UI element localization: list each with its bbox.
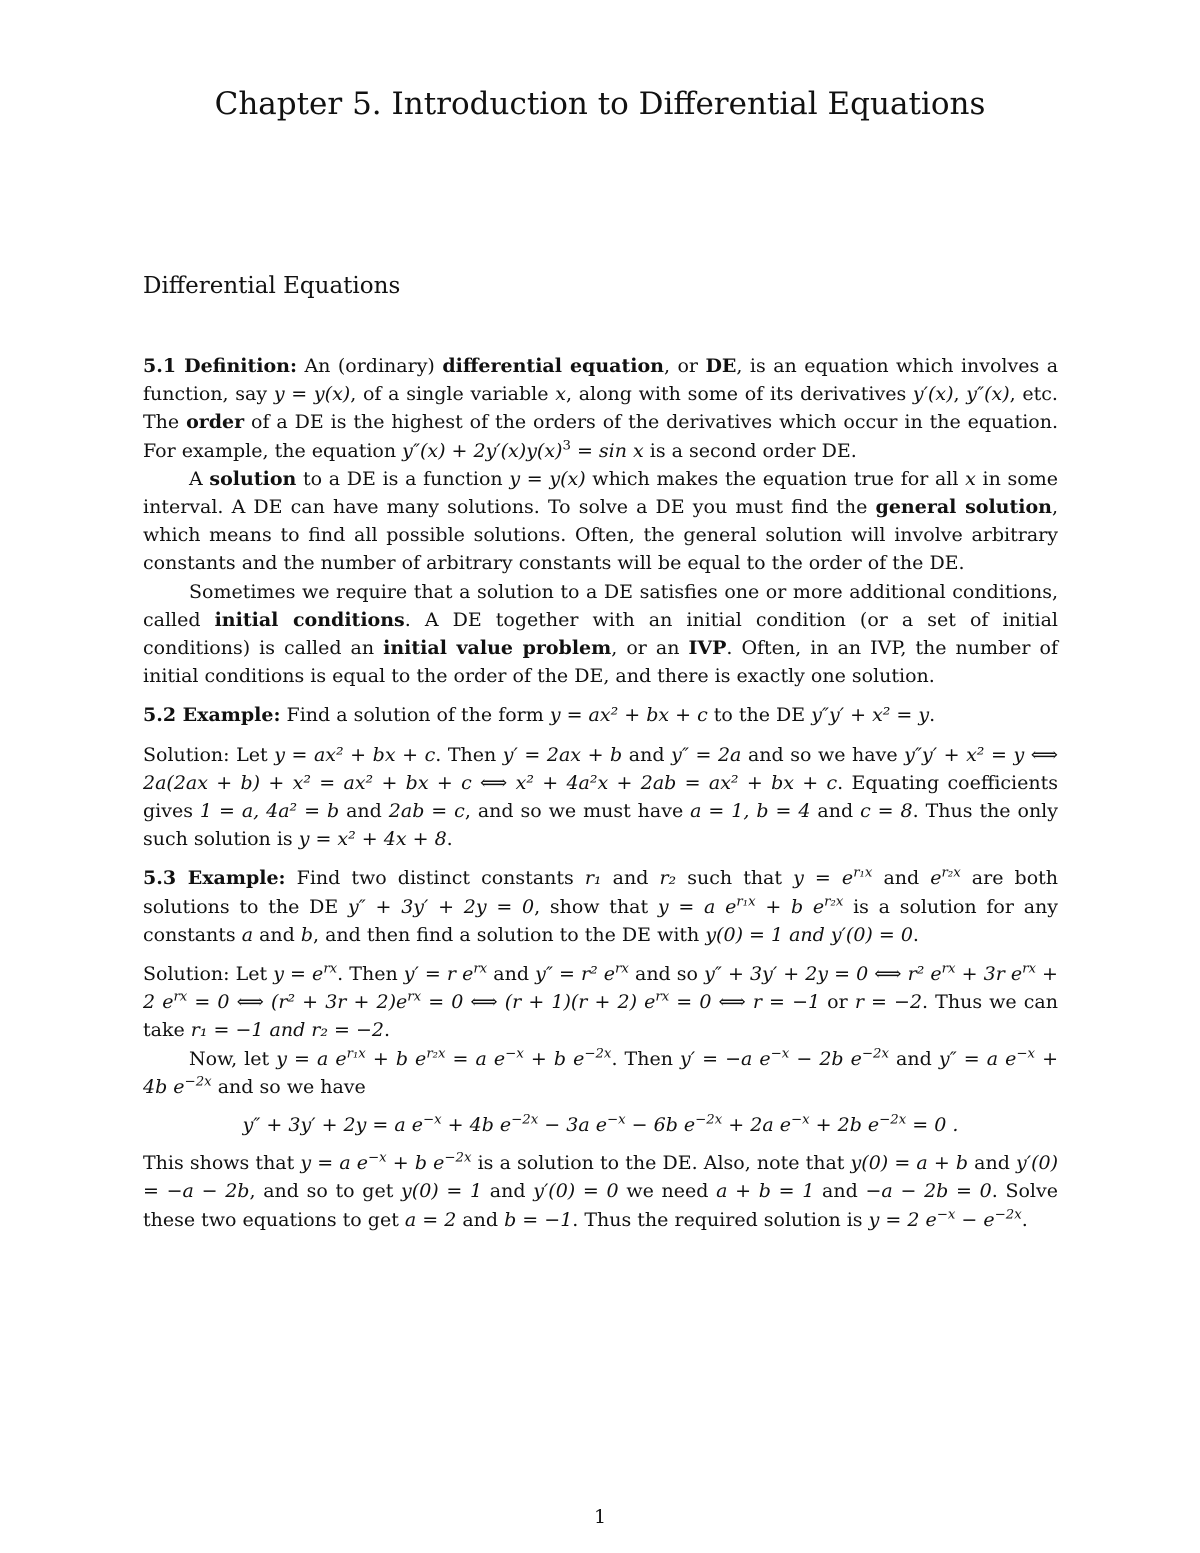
math-inline: y = y(x) [509,467,586,490]
text-run: and [810,800,861,823]
text-run: and [968,1152,1017,1175]
definition-label: 5.1 Definition: [143,355,297,377]
math-inline: y(0) = 1 and y′(0) = 0 [705,923,913,946]
text-run: and [482,1180,534,1203]
solution-5-2-paragraph [143,741,1058,854]
math-inline: y = ax² + bx + c [549,704,708,727]
text-run: , etc. The [143,383,1058,434]
math-display: y″ + 3y′ + 2y = a $e^{-x} + 4b$ $e^{-2x} - 3a$ $e^{-x} - 6b$ $e^{-2x} + 2a$ $e^{-x} + 2b$ $e^{-2x} = 0$ . [242,1112,959,1137]
math-exponent: 3 [562,438,571,454]
math-inline: y = y(x) [273,383,351,406]
page-number: 1 [593,1506,607,1528]
math-inline: a = 1, b = 4 [690,800,811,823]
text-run: . Often, in an IVP, the number of initial conditions is equal to the order of the DE, and there is exactly one solution. [143,637,1058,688]
text-run: such that [676,867,794,890]
math-inline: y″ = a $e^{-x} + 4b$ $e^{-2x}$ [143,1046,1058,1098]
text-run: . [929,704,936,727]
text-run: This shows that [143,1152,301,1175]
text-run: . Thus the required solution is [572,1208,869,1231]
math-inline: −a − 2b = 0 [865,1180,992,1203]
math-inline: a = 2 [404,1208,457,1231]
text-run: Solution: Let [143,743,275,766]
math-inline: 1 = a, 4a² = b [199,800,340,823]
math-inline: $e^{r_2x}$ [930,866,961,890]
text-run: Find two distinct constants [285,867,585,890]
text-run: is a solution for any constants [143,895,1058,946]
text-run: . Then [611,1047,680,1070]
text-run: . [384,1019,391,1042]
chapter-title: Chapter 5. Introduction to Differential Equations [214,86,986,122]
text-run: , along with some of its derivatives [565,383,913,406]
ivp-paragraph [143,578,1058,691]
text-run: and so [628,963,705,986]
math-inline: x [965,467,976,490]
text-run: or [820,991,855,1014]
text-run: and [339,800,389,823]
math-inline: y = ax² + bx + c [274,743,436,766]
text-run: , [953,383,967,406]
math-inline: y′ = r $e^{rx}$ [403,961,488,986]
text-run: and [889,1047,939,1070]
text-run: and [601,867,660,890]
math-inline: y = a $e^{-x} + b$ $e^{-2x}$ [300,1150,472,1175]
math-inline: $y = e^{r_1x}$ [793,866,873,890]
text-run: A [189,467,210,490]
text-run: of a DE is the highest of the orders of the derivatives which occur in the equation. For example, the equation [143,411,1058,462]
math-inline: = sin x [570,439,644,462]
text-run: . Then [337,963,404,986]
text-run: . [912,923,919,946]
text-run: which makes the equation true for all [585,467,966,490]
text-run: to a DE is a function [296,467,510,490]
text-run: are both solutions to the DE [143,867,1059,918]
text-run: and [622,743,672,766]
text-run: . Thus we can take [143,991,1058,1042]
text-run: . Thus the only such solution is [143,800,1058,851]
display-equation [143,1111,1058,1139]
term-solution: solution [209,467,297,490]
math-inline: y″y′ + x² = y [811,704,930,727]
text-run: Find a solution of the form [280,704,550,727]
math-inline: y′ = −a $e^{-x} - 2b$ $e^{-2x}$ [680,1046,889,1070]
math-inline: b [300,923,314,946]
text-run: is a solution to the DE. Also, note that [471,1152,851,1175]
definition-5-1-paragraph [143,352,1058,465]
math-inline: y = a $e^{r_1x} + b$ $e^{r_2x} = a$ $e^{-x} + b$ $e^{-2x}$ [276,1046,612,1070]
text-run: is a second order DE. [643,439,857,462]
term-de: DE [705,355,737,377]
example-label: 5.3 Example: [143,867,286,890]
math-inline: r₁ = −1 and r₂ = −2 [190,1019,384,1042]
example-5-3-paragraph [143,864,1058,949]
math-inline: b = −1 [504,1208,573,1231]
text-run: , show that [534,895,658,918]
math-inline: y″ + 3y′ + 2y = 0 [347,895,535,918]
term-order: order [186,411,245,434]
math-inline: a + b = 1 [716,1180,815,1203]
math-inline: c = 8 [860,800,913,823]
text-run: An (ordinary) [297,355,443,377]
math-inline: y″y′ + x² = y ⟺ 2a(2ax + b) + x² = ax² + bx + c ⟺ x² + 4a²x + 2ab = ax² + bx + c [143,743,1059,794]
text-run: and [872,867,931,890]
example-5-2-paragraph [143,701,1058,729]
example-label: 5.2 Example: [143,704,281,727]
term-ivp: IVP [688,637,727,660]
text-run: . Solve these two equations to get [143,1180,1058,1231]
term-initial-conditions: initial conditions [214,608,405,631]
text-run: and [253,923,301,946]
text-run: . [446,828,453,851]
text-run: we need [618,1180,717,1203]
text-run: , and so we must have [464,800,691,823]
math-inline: y″ = 2a [671,743,742,766]
term-differential-equation: differential equation [442,355,664,377]
math-inline: a [241,923,254,946]
text-run: and so we have [741,743,905,766]
term-initial-value-problem: initial value problem [383,637,612,660]
text-run: , is an equation which involves a function, say [143,355,1059,406]
math-inline: y″(x) [966,383,1010,406]
text-run: and [814,1180,866,1203]
math-inline: y″ + 3y′ + 2y = 0 ⟺ r² $e^{rx} + 3r$ $e^{rx} + 2$ $e^{rx} = 0$ ⟺ $(r^2 + 3r + 2)e^{rx} = 0$ ⟺ (r + 1)(r + 2) $e^{rx} = 0$ ⟺ r = −1 [143,961,1058,1014]
math-inline: y′(x) [912,383,954,406]
text-run: Sometimes we require that a solution to a DE satisfies one or more additional conditions, called [143,580,1058,631]
text-run: , or [663,355,706,377]
math-inline: x [555,383,566,406]
final-paragraph [143,1149,1058,1234]
text-run: . Then [435,743,503,766]
text-run: , and then find a solution to the DE with [313,923,706,946]
now-paragraph [143,1045,1058,1101]
math-inline: y′(0) = −a − 2b [143,1152,1058,1203]
section-title: Differential Equations [143,273,401,299]
text-run: Now, let [189,1047,277,1070]
text-run: in some interval. A DE can have many solutions. To solve a DE you must find the [143,467,1058,519]
solution-definition-paragraph [143,465,1058,578]
text-run: . A DE together with an initial condition (or a set of initial conditions) is called an [143,608,1058,660]
math-inline: y′ = 2ax + b [502,743,623,766]
text-run: and so we have [211,1075,366,1098]
document-body [143,352,1058,1234]
text-run: . [1021,1208,1028,1231]
math-inline: r₁ [584,867,602,890]
text-run: Solution: Let [143,963,274,986]
math-inline: r₂ [659,867,677,890]
text-run: , or an [611,637,689,660]
text-run: to the DE [707,704,812,727]
text-run: . Equating coefficients gives [143,771,1058,823]
math-inline: $y = e^{rx}$ [273,961,338,986]
math-inline: y(0) = 1 [401,1180,483,1203]
math-inline: y = a $e^{r_1x} + b$ $e^{r_2x}$ [657,894,844,918]
term-general-solution: general solution [875,496,1052,519]
math-inline: y(0) = a + b [850,1152,969,1175]
math-inline: y″ = r² $e^{rx}$ [535,961,629,986]
math-inline: 2ab = c [388,800,465,823]
math-inline: y″(x) + 2y′(x)y(x) [402,439,563,462]
math-inline: y = 2 $e^{-x} - e^{-2x}$ [868,1207,1022,1231]
math-inline: y = x² + 4x + 8 [298,828,447,851]
math-inline: y′(0) = 0 [533,1180,619,1203]
text-run: and [456,1208,505,1231]
text-run: , and so to get [249,1180,402,1203]
text-run: , of a single variable [350,383,556,406]
text-run: , which means to find all possible solutions. Often, the general solution will involve arbitrary constants and the number of arbitrary constants will be equal to the order of the DE. [143,496,1058,575]
text-run: and [487,963,536,986]
math-inline: r = −2 [854,991,923,1014]
solution-5-3-paragraph [143,960,1058,1045]
